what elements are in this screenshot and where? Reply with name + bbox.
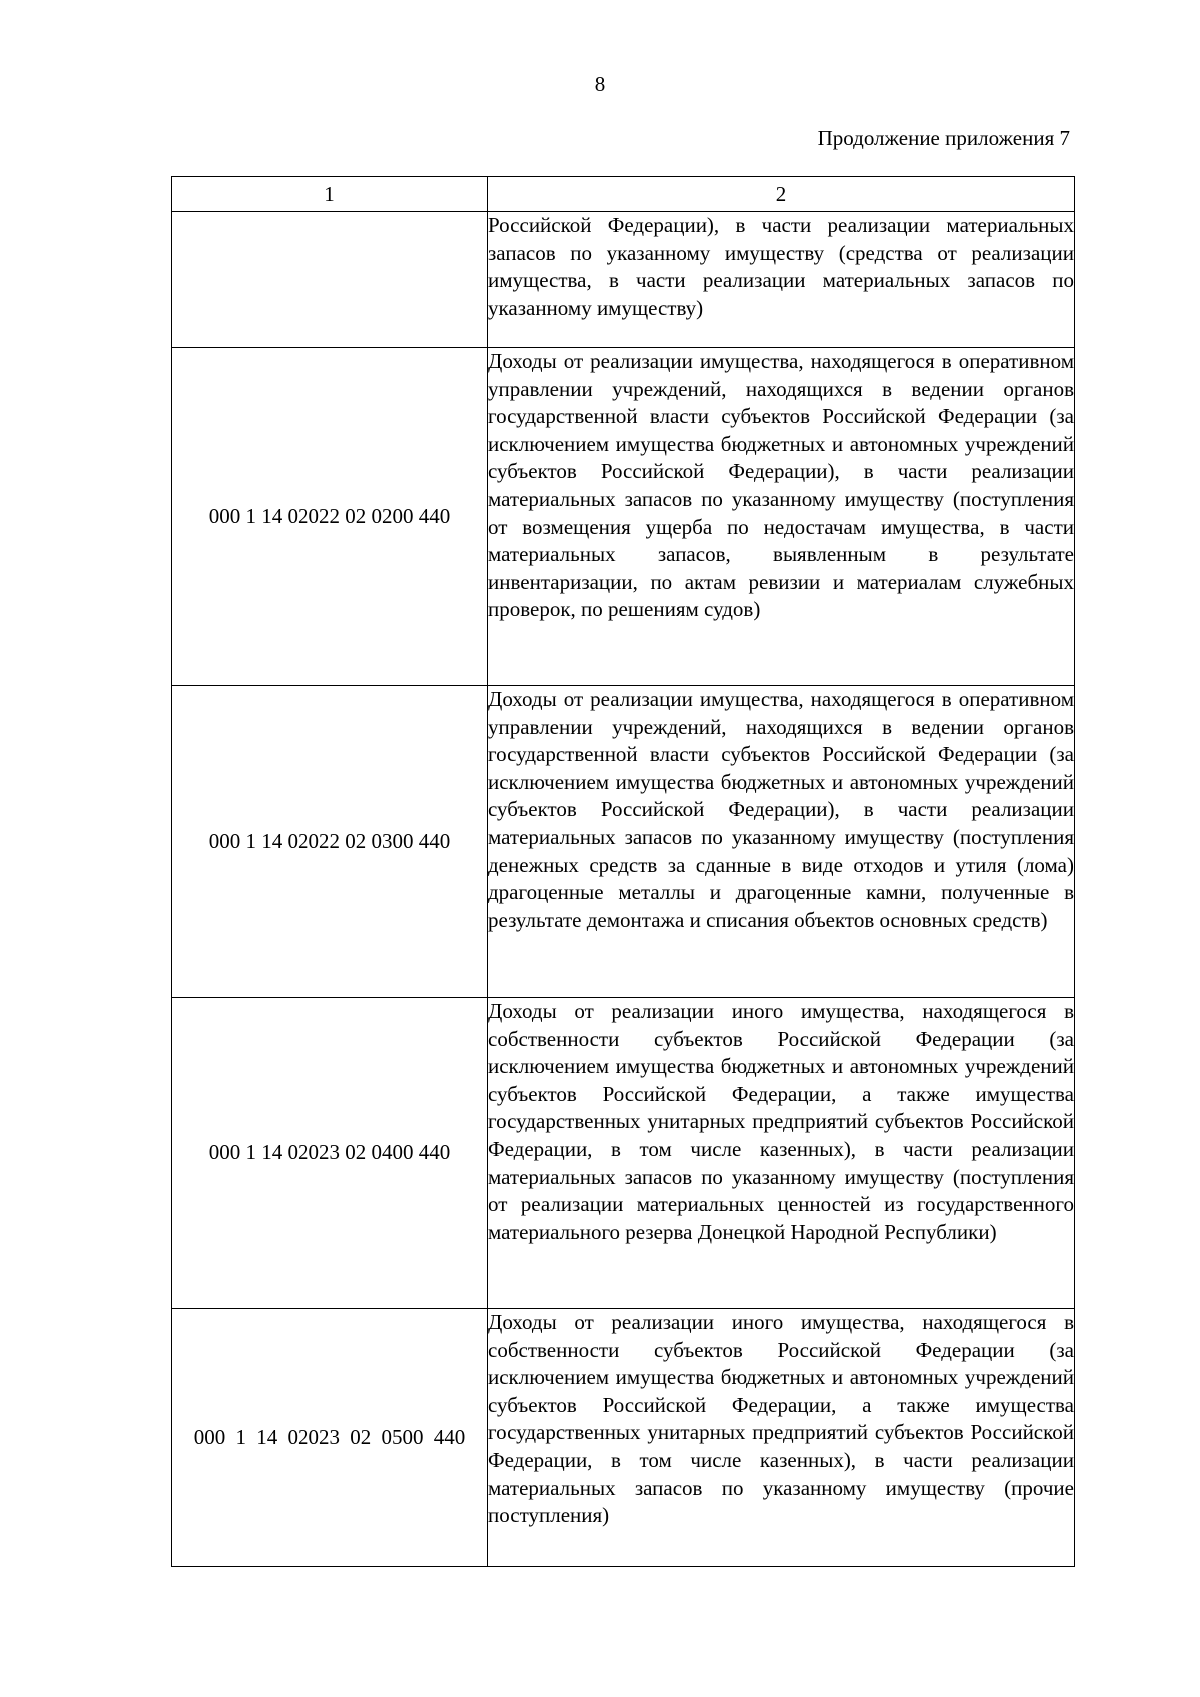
row-code-cell: 000 1 14 02022 02 0300 440 [172,686,488,998]
row-code-cell: 000 1 14 02023 02 0500 440 [172,1309,488,1567]
page-number: 8 [594,72,606,96]
table-row [172,686,1075,998]
column-header-description: 2 [488,177,1075,212]
row-description-cell: Российской Федерации), в части реализации материальных запасов по указанному имуществу (средства от реализации имущества, в части реализации материальных запасов по указанному имуществу) [488,212,1075,348]
table-row [172,348,1075,686]
row-description-cell: Доходы от реализации иного имущества, находящегося в собственности субъектов Российской Федерации (за исключением имущества бюджетных и автономных учреждений субъектов Российской Федерации, а также имущества государственных унитарных предприятий субъектов Российской Федерации, в том числе казенных), в части реализации материальных запасов по указанному имуществу (поступления от реализации материальных ценностей из государственного материального резерва Донецкой Народной Республики) [488,998,1075,1309]
table-row [172,212,1075,348]
row-code-cell: 000 1 14 02023 02 0400 440 [172,998,488,1309]
row-code-cell [172,212,488,348]
revenue-codes-table [171,176,1075,1567]
table-row [172,998,1075,1309]
row-code-cell: 000 1 14 02022 02 0200 440 [172,348,488,686]
continuation-heading: Продолжение приложения 7 [817,126,1070,150]
row-description-cell: Доходы от реализации имущества, находящегося в оперативном управлении учреждений, находящихся в ведении органов государственной власти субъектов Российской Федерации (за исключением имущества бюджетных и автономных учреждений субъектов Российской Федерации), в части реализации материальных запасов по указанному имуществу (поступления от возмещения ущерба по недостачам имущества, в части материальных запасов, выявленным в результате инвентаризации, по актам ревизии и материалам служебных проверок, по решениям судов) [488,348,1075,686]
column-header-code: 1 [172,177,488,212]
row-description-cell: Доходы от реализации имущества, находящегося в оперативном управлении учреждений, находящихся в ведении органов государственной власти субъектов Российской Федерации (за исключением имущества бюджетных и автономных учреждений субъектов Российской Федерации), в части реализации материальных запасов по указанному имуществу (поступления денежных средств за сданные в виде отходов и утиля (лома) драгоценные металлы и драгоценные камни, полученные в результате демонтажа и списания объектов основных средств) [488,686,1075,998]
row-description-cell: Доходы от реализации иного имущества, находящегося в собственности субъектов Российской Федерации (за исключением имущества бюджетных и автономных учреждений субъектов Российской Федерации, а также имущества государственных унитарных предприятий субъектов Российской Федерации, в том числе казенных), в части реализации материальных запасов по указанному имуществу (прочие поступления) [488,1309,1075,1567]
table-row [172,1309,1075,1567]
table-header-row [172,177,1075,212]
